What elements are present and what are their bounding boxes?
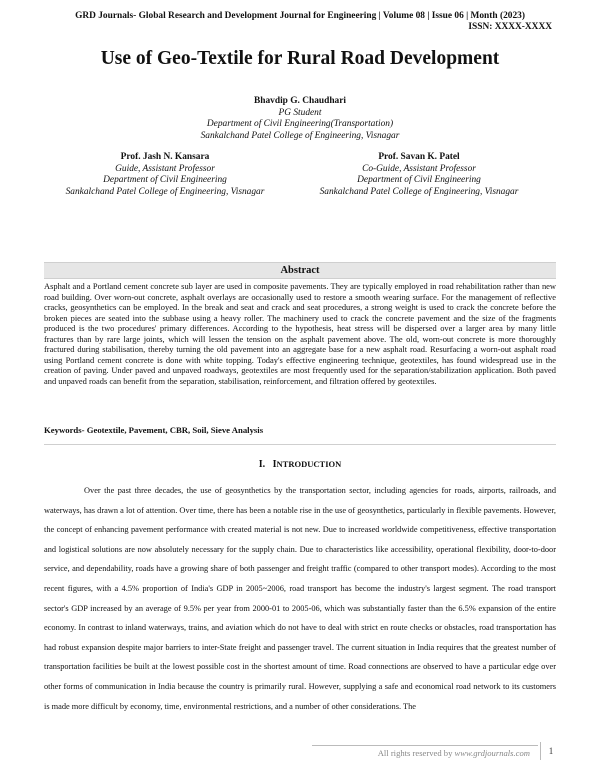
- section-title-initial: I: [272, 459, 277, 470]
- keywords: Keywords- Geotextile, Pavement, CBR, Soil, Sieve Analysis: [44, 425, 264, 435]
- abstract-text: Asphalt and a Portland cement concrete sub layer are used in composite pavements. They are typically employed in road rehabilitation rather than new road building. Over worn-out concrete, asphalt overlays are occasionally used to restore a smooth wearing surface. For the management of reflective cracks, geosynthetics can be employed. In the break and seat and crack and seat procedures, a strong weight is used to crack the concrete before the broken pieces are seated into the subbase using a heavy roller. The machinery used to crack the concrete pavement and the size of the fragments produced is the two procedures' primary differences. According to the hypothesis, heat stress will be dispersed over a larger area by many little fractures than by rare large joints, which will lessen the tension on the asphalt pavement above. The old, worn-out concrete is more thoroughly fractured during stabilisation, thereby turning the old pavement into an aggregate base for a new asphalt road. Resurfacing a worn-out asphalt road using Portland cement concrete is done with white topping. Today's effective engineering technique, geotextiles, has found widespread use in the creation of paving. Under paved and unpaved roadways, geotextiles are most frequently used for the separation/stabilization application. Both paved and unpaved roads can benefit from the separation, stabilisation, reinforcement, and filtration offered by geotextiles.: [44, 281, 556, 386]
- guide-author-name: Prof. Jash N. Kansara: [120, 152, 210, 162]
- footer-rights: All rights reserved by: [377, 748, 455, 758]
- coguide-author-role: Co-Guide, Assistant Professor: [362, 163, 476, 174]
- introduction-paragraph: Over the past three decades, the use of geosynthetics by the transportation sector, including agencies for roads, airports, railroads, and waterways, has drawn a lot of attention. Over time, there has been a notable rise in the use of geosynthetics, particularly in flexible pavements. However, the concept of enhancing pavement performance with created material is not new. Due to increased worldwide competitiveness, effective transportation and logistical solutions are now absolutely necessary for the supply chain. Due to characteristics like accessibility, operational flexibility, door-to-door service, and dependability, roads have a growing share of both passenger and freight traffic (compared to other transport modes). According to the most recent figures, with a 4.5% proportion of India's GDP in 2005~2006, road transport has become the industry's largest segment. The road transport sector's GDP increased by an average of 9.5% per year from 2000-01 to 2005-06, which was substantially faster than the 6.5% expansion of the entire economy. In contrast to inland waterways, trains, and aviation which do not have to deal with strict en route checks or obstacles, road transportation has had robust expansion despite major barriers to inter-State freight and passenger travel. The current situation in India requires that the greatest number of transportation facilities be built at the lowest possible cost in the shortest amount of time. Road connections are observed to have a particular edge over other forms of communication in India because the country is primarily rural. However, supplying a safe and economical road network to its customers is made more difficult by economy, time, environmental restrictions, and a number of other considerations. The: [44, 486, 556, 711]
- footer-rule: [312, 745, 538, 746]
- guide-author-college: Sankalchand Patel College of Engineering, Visnagar: [65, 186, 265, 197]
- section-title-rest: NTRODUCTION: [276, 459, 342, 469]
- coguide-author-dept: Department of Civil Engineering: [357, 175, 481, 186]
- guide-author-role: Guide, Assistant Professor: [115, 163, 215, 174]
- main-author-name: Bhavdip G. Chaudhari: [254, 96, 346, 106]
- main-author-college: Sankalchand Patel College of Engineering, Visnagar: [200, 130, 400, 141]
- main-author-dept: Department of Civil Engineering(Transportation): [206, 119, 394, 130]
- guide-author-dept: Department of Civil Engineering: [103, 175, 227, 186]
- abstract-heading: Abstract: [44, 262, 556, 279]
- introduction-body: [44, 481, 556, 716]
- guide-author-block: [60, 152, 270, 198]
- paper-title: Use of Geo-Textile for Rural Road Development: [100, 48, 500, 69]
- footer: [330, 748, 530, 758]
- coguide-author-name: Prof. Savan K. Patel: [378, 152, 460, 162]
- section-number: I.: [258, 459, 266, 470]
- main-author-role: PG Student: [278, 107, 322, 118]
- page-number: 1: [540, 742, 561, 760]
- issn-label: ISSN: XXXX-XXXX: [468, 22, 552, 32]
- footer-website-link[interactable]: www.grdjournals.com: [454, 748, 530, 758]
- section-heading: [0, 459, 600, 470]
- coguide-author-block: [314, 152, 524, 198]
- journal-header: GRD Journals- Global Research and Development Journal for Engineering | Volume 08 | Issue 06 | Month (2023): [75, 11, 525, 21]
- coguide-author-college: Sankalchand Patel College of Engineering, Visnagar: [319, 186, 519, 197]
- section-divider: [44, 444, 556, 445]
- main-author-block: [0, 96, 600, 142]
